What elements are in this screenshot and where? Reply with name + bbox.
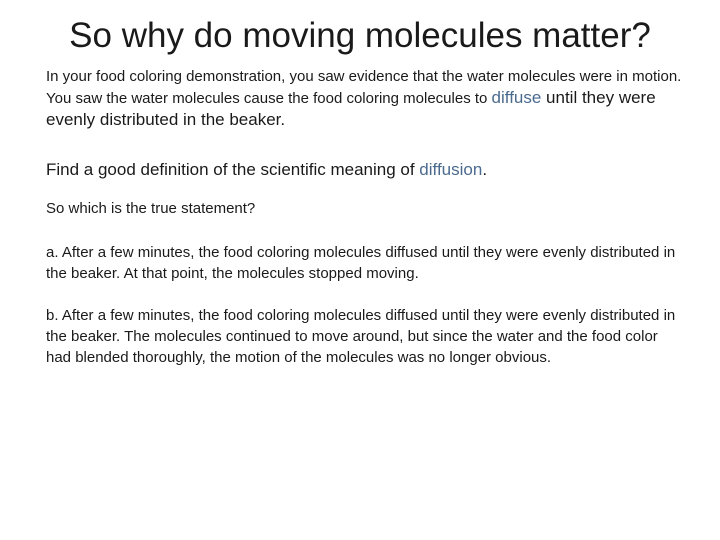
option-a: a. After a few minutes, the food coloring molecules diffused until they were evenly distributed in the beaker. At that point, the molecules stopped moving. [46, 244, 676, 282]
definition-period: . [482, 160, 488, 179]
definition-prompt [46, 159, 686, 181]
diffusion-keyword: diffusion [419, 160, 483, 179]
intro-text-end: until they were evenly distributed in the beaker. [46, 88, 656, 129]
question-text: So which is the true statement? [46, 200, 256, 217]
slide-title: So why do moving molecules matter? [69, 16, 651, 55]
diffuse-keyword: diffuse [491, 88, 542, 107]
definition-text: Find a good definition of the scientific meaning of [46, 160, 420, 179]
intro-text-start: In your food coloring demonstration, you saw evidence that the water molecules were in motion. You saw the water molecules cause the food coloring molecules to [46, 68, 682, 107]
option-b: b. After a few minutes, the food coloring molecules diffused until they were evenly distributed in the beaker. The molecules continued to move around, but since the water and the food color had blended thoroughly, the motion of the molecules was no longer obvious. [46, 307, 676, 366]
intro-paragraph [46, 66, 686, 131]
